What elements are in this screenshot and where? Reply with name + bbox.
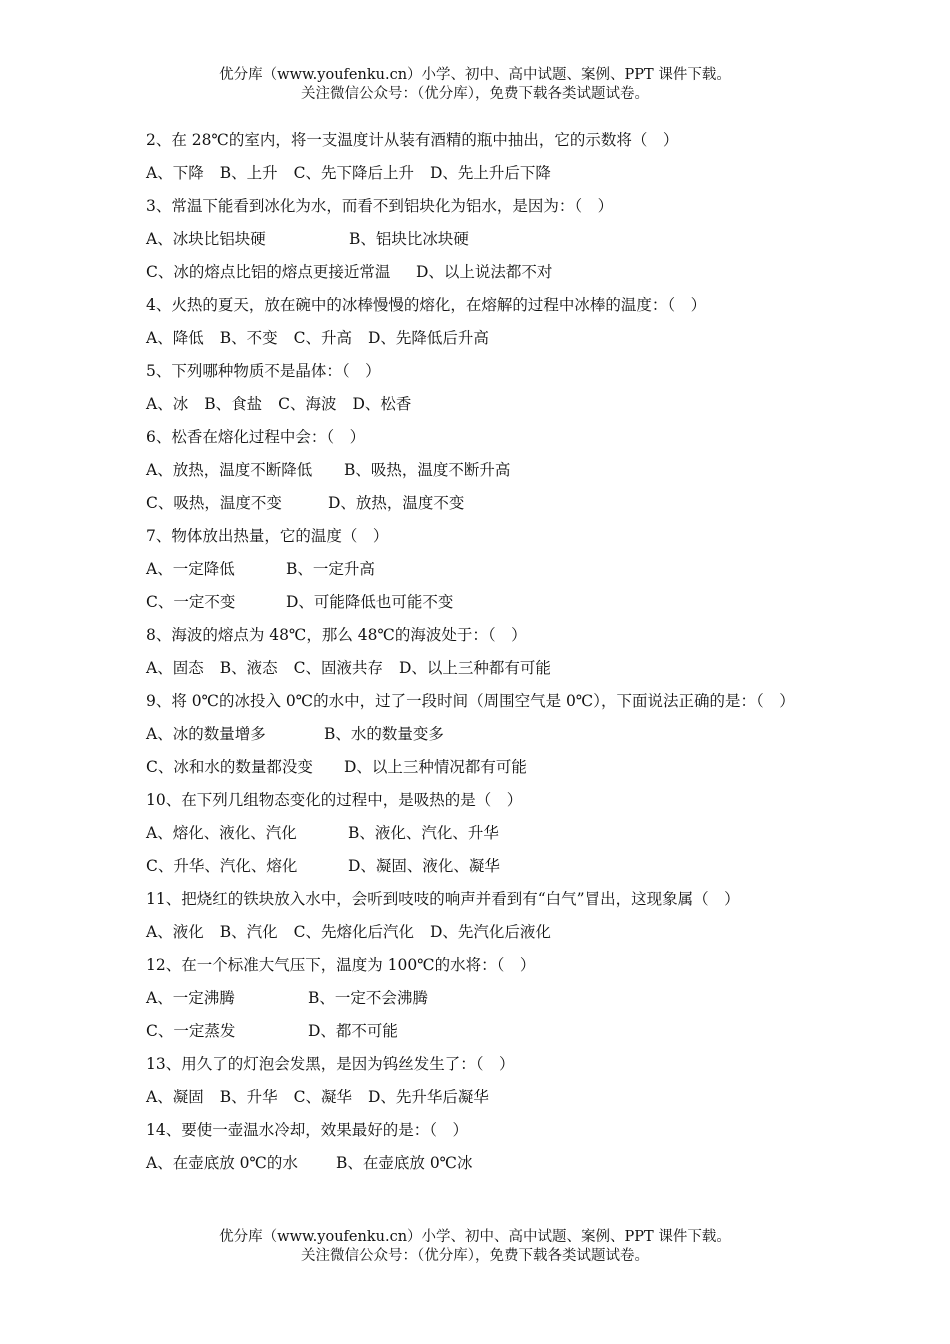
option-b: B、上升 xyxy=(219,164,278,182)
option-row xyxy=(146,1147,816,1180)
option-c: C、固液共存 xyxy=(293,659,383,677)
option-row xyxy=(146,487,816,520)
question-text: 8、海波的熔点为 48℃，那么 48℃的海波处于：（ ） xyxy=(146,626,527,644)
option-row xyxy=(146,388,816,421)
question-text: 11、把烧红的铁块放入水中，会听到吱吱的响声并看到有“白气”冒出，这现象属（ ） xyxy=(146,890,740,908)
option-a: A、降低 xyxy=(146,329,204,347)
option-c: C、海波 xyxy=(278,395,337,413)
footer-line-1: 优分库（www.youfenku.cn）小学、初中、高中试题、案例、PPT 课件下载。 xyxy=(219,1229,731,1245)
option-b: B、一定不会沸腾 xyxy=(308,989,428,1007)
option-row xyxy=(146,586,816,619)
option-c: C、升高 xyxy=(293,329,352,347)
option-c: C、冰和水的数量都没变 xyxy=(146,758,313,776)
option-a: A、冰 xyxy=(146,395,189,413)
option-b: B、铝块比冰块硬 xyxy=(349,230,469,248)
option-c: C、冰的熔点比铝的熔点更接近常温 xyxy=(146,263,391,281)
option-row xyxy=(146,751,816,784)
option-row xyxy=(146,718,816,751)
option-d: D、先降低后升高 xyxy=(367,329,489,347)
page-header xyxy=(0,66,950,104)
option-a: A、凝固 xyxy=(146,1088,204,1106)
option-row xyxy=(146,256,816,289)
question-text: 2、在 28℃的室内，将一支温度计从装有酒精的瓶中抽出，它的示数将（ ） xyxy=(146,131,679,149)
option-row xyxy=(146,223,816,256)
question-text: 5、下列哪种物质不是晶体：（ ） xyxy=(146,362,381,380)
option-a: A、一定沸腾 xyxy=(146,989,235,1007)
option-row xyxy=(146,1015,816,1048)
option-row xyxy=(146,850,816,883)
option-row xyxy=(146,652,816,685)
option-d: D、放热，温度不变 xyxy=(328,494,465,512)
option-c: C、一定蒸发 xyxy=(146,1022,236,1040)
option-b: B、在壶底放 0℃冰 xyxy=(336,1154,473,1172)
option-row xyxy=(146,1081,816,1114)
option-b: B、水的数量变多 xyxy=(324,725,444,743)
footer-line-2: 关注微信公众号：（优分库），免费下载各类试题试卷。 xyxy=(301,1248,649,1264)
question-text: 3、常温下能看到冰化为水，而看不到铝块化为铝水，是因为：（ ） xyxy=(146,197,614,215)
option-b: B、液化、汽化、升华 xyxy=(348,824,499,842)
option-row xyxy=(146,817,816,850)
option-d: D、可能降低也可能不变 xyxy=(286,593,454,611)
question-text: 14、要使一壶温水冷却，效果最好的是：（ ） xyxy=(146,1121,468,1139)
option-b: B、一定升高 xyxy=(286,560,375,578)
option-c: C、凝华 xyxy=(293,1088,352,1106)
option-d: D、以上说法都不对 xyxy=(416,263,553,281)
page-footer xyxy=(0,1228,950,1266)
option-a: A、一定降低 xyxy=(146,560,235,578)
question-text: 7、物体放出热量，它的温度（ ） xyxy=(146,527,389,545)
option-b: B、吸热，温度不断升高 xyxy=(344,461,511,479)
option-b: B、汽化 xyxy=(219,923,278,941)
option-a: A、下降 xyxy=(146,164,204,182)
option-a: A、放热，温度不断降低 xyxy=(146,461,313,479)
option-a: A、固态 xyxy=(146,659,204,677)
option-a: A、在壶底放 0℃的水 xyxy=(146,1154,298,1172)
option-d: D、凝固、液化、凝华 xyxy=(348,857,500,875)
option-b: B、不变 xyxy=(219,329,278,347)
header-line-2: 关注微信公众号：（优分库），免费下载各类试题试卷。 xyxy=(301,86,649,102)
option-row xyxy=(146,454,816,487)
question-text: 4、火热的夏天，放在碗中的冰棒慢慢的熔化，在熔解的过程中冰棒的温度：（ ） xyxy=(146,296,707,314)
question-text: 6、松香在熔化过程中会：（ ） xyxy=(146,428,366,446)
header-line-1: 优分库（www.youfenku.cn）小学、初中、高中试题、案例、PPT 课件下载。 xyxy=(219,67,731,83)
option-d: D、都不可能 xyxy=(308,1022,398,1040)
option-row xyxy=(146,982,816,1015)
option-a: A、冰块比铝块硬 xyxy=(146,230,266,248)
option-d: D、以上三种情况都有可能 xyxy=(344,758,527,776)
option-a: A、液化 xyxy=(146,923,204,941)
question-text: 12、在一个标准大气压下，温度为 100℃的水将：（ ） xyxy=(146,956,536,974)
option-c: C、先熔化后汽化 xyxy=(293,923,414,941)
option-row xyxy=(146,157,816,190)
option-d: D、先汽化后液化 xyxy=(429,923,551,941)
question-text: 13、用久了的灯泡会发黑，是因为钨丝发生了：（ ） xyxy=(146,1055,515,1073)
option-b: B、食盐 xyxy=(204,395,263,413)
option-d: D、以上三种都有可能 xyxy=(398,659,551,677)
option-c: C、先下降后上升 xyxy=(293,164,414,182)
option-d: D、先上升后下降 xyxy=(429,164,551,182)
option-a: A、熔化、液化、汽化 xyxy=(146,824,297,842)
option-c: C、升华、汽化、熔化 xyxy=(146,857,298,875)
question-text: 10、在下列几组物态变化的过程中，是吸热的是（ ） xyxy=(146,791,523,809)
option-c: C、一定不变 xyxy=(146,593,236,611)
option-d: D、先升华后凝华 xyxy=(367,1088,489,1106)
option-b: B、液态 xyxy=(219,659,278,677)
question-text: 9、将 0℃的冰投入 0℃的水中，过了一段时间（周围空气是 0℃），下面说法正确的是：（ ） xyxy=(146,692,795,710)
option-row xyxy=(146,553,816,586)
option-row xyxy=(146,916,816,949)
option-b: B、升华 xyxy=(219,1088,278,1106)
option-d: D、松香 xyxy=(352,395,412,413)
question-list xyxy=(146,124,816,1180)
option-a: A、冰的数量增多 xyxy=(146,725,266,743)
option-c: C、吸热，温度不变 xyxy=(146,494,282,512)
option-row xyxy=(146,322,816,355)
